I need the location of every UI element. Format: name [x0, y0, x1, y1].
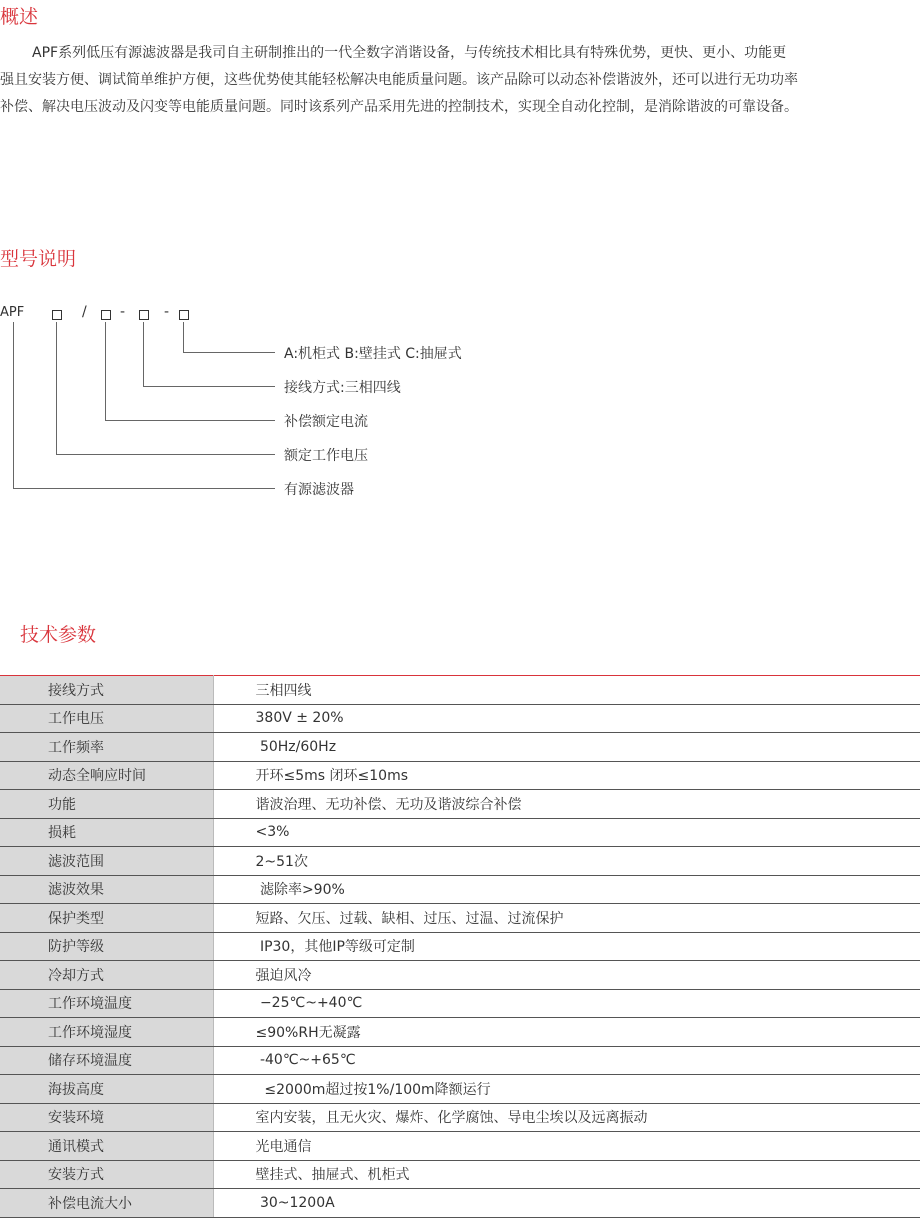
- overview-title: 概述: [0, 6, 39, 28]
- table-row: [0, 1189, 920, 1218]
- model-box-voltage: [52, 310, 62, 320]
- spec-value: 短路、欠压、过载、缺相、过压、过温、过流保护: [213, 904, 920, 933]
- table-row: [0, 1132, 920, 1161]
- spec-value: −25℃~+40℃: [213, 989, 920, 1018]
- table-row: [0, 761, 920, 790]
- spec-key: 安装方式: [0, 1160, 213, 1189]
- model-label-filter: 有源滤波器: [284, 482, 354, 498]
- model-title: 型号说明: [0, 248, 77, 270]
- leader-current-v: [105, 322, 106, 420]
- spec-value: IP30，其他IP等级可定制: [213, 932, 920, 961]
- spec-value: 室内安装，且无火灾、爆炸、化学腐蚀、导电尘埃以及远离振动: [213, 1103, 920, 1132]
- spec-value: 壁挂式、抽屉式、机柜式: [213, 1160, 920, 1189]
- table-row: [0, 733, 920, 762]
- leader-prefix-h: [13, 488, 275, 489]
- model-slash: /: [82, 304, 87, 320]
- table-row: [0, 1046, 920, 1075]
- spec-value: 50Hz/60Hz: [213, 733, 920, 762]
- model-code-prefix: APF: [0, 305, 25, 320]
- spec-value: 380V ± 20%: [213, 704, 920, 733]
- spec-value: -40℃~+65℃: [213, 1046, 920, 1075]
- spec-key: 冷却方式: [0, 961, 213, 990]
- spec-value: 30~1200A: [213, 1189, 920, 1218]
- leader-wiring-v: [143, 322, 144, 386]
- table-row: [0, 989, 920, 1018]
- overview-line-2: 强且安装方便、调试简单维护方便，这些优势使其能轻松解决电能质量问题。该产品除可以动态补偿谐波外，还可以进行无功功率: [0, 72, 798, 88]
- table-row: [0, 704, 920, 733]
- spec-value: 滤除率>90%: [213, 875, 920, 904]
- table-row: [0, 932, 920, 961]
- model-box-type: [179, 310, 189, 320]
- spec-value: 强迫风冷: [213, 961, 920, 990]
- spec-key: 安装环境: [0, 1103, 213, 1132]
- model-dash-1: -: [120, 304, 126, 320]
- spec-key: 海拔高度: [0, 1075, 213, 1104]
- spec-key: 补偿电流大小: [0, 1189, 213, 1218]
- table-row: [0, 1160, 920, 1189]
- leader-voltage-v: [56, 322, 57, 454]
- overview-line-1: APF系列低压有源滤波器是我司自主研制推出的一代全数字消谐设备，与传统技术相比具有特殊优势，更快、更小、功能更: [32, 45, 787, 61]
- overview-line-3: 补偿、解决电压波动及闪变等电能质量问题。同时该系列产品采用先进的控制技术，实现全自动化控制，是消除谐波的可靠设备。: [0, 99, 798, 115]
- model-diagram: [0, 300, 600, 510]
- spec-key: 动态全响应时间: [0, 761, 213, 790]
- spec-value: 开环≤5ms 闭环≤10ms: [213, 761, 920, 790]
- table-row: [0, 1103, 920, 1132]
- spec-key: 滤波范围: [0, 847, 213, 876]
- spec-key: 功能: [0, 790, 213, 819]
- spec-value: 2~51次: [213, 847, 920, 876]
- spec-key: 保护类型: [0, 904, 213, 933]
- leader-voltage-h: [56, 454, 275, 455]
- table-row: [0, 961, 920, 990]
- table-row: [0, 676, 920, 705]
- overview-paragraph: [0, 40, 920, 121]
- leader-type-h: [183, 352, 275, 353]
- table-row: [0, 1075, 920, 1104]
- spec-value: 三相四线: [213, 676, 920, 705]
- specs-table: [0, 675, 920, 1218]
- spec-key: 工作环境温度: [0, 989, 213, 1018]
- spec-key: 工作环境湿度: [0, 1018, 213, 1047]
- spec-value: <3%: [213, 818, 920, 847]
- specs-title: 技术参数: [20, 624, 97, 646]
- spec-key: 防护等级: [0, 932, 213, 961]
- model-label-voltage: 额定工作电压: [284, 448, 368, 464]
- spec-key: 滤波效果: [0, 875, 213, 904]
- spec-value: 光电通信: [213, 1132, 920, 1161]
- spec-value: ≤2000m超过按1%/100m降额运行: [213, 1075, 920, 1104]
- spec-value: ≤90%RH无凝露: [213, 1018, 920, 1047]
- leader-current-h: [105, 420, 275, 421]
- model-dash-2: -: [164, 304, 170, 320]
- spec-key: 工作频率: [0, 733, 213, 762]
- model-label-wiring: 接线方式:三相四线: [284, 380, 401, 396]
- table-row: [0, 818, 920, 847]
- table-row: [0, 847, 920, 876]
- spec-key: 接线方式: [0, 676, 213, 705]
- table-row: [0, 904, 920, 933]
- model-box-current: [101, 310, 111, 320]
- table-row: [0, 790, 920, 819]
- spec-key: 工作电压: [0, 704, 213, 733]
- model-box-wiring: [139, 310, 149, 320]
- table-row: [0, 1018, 920, 1047]
- leader-wiring-h: [143, 386, 275, 387]
- spec-key: 损耗: [0, 818, 213, 847]
- spec-key: 储存环境温度: [0, 1046, 213, 1075]
- table-row: [0, 875, 920, 904]
- model-label-current: 补偿额定电流: [284, 414, 368, 430]
- model-label-type: A:机柜式 B:壁挂式 C:抽屉式: [284, 346, 462, 362]
- spec-value: 谐波治理、无功补偿、无功及谐波综合补偿: [213, 790, 920, 819]
- spec-key: 通讯模式: [0, 1132, 213, 1161]
- leader-prefix-v: [13, 322, 14, 488]
- leader-type-v: [183, 322, 184, 352]
